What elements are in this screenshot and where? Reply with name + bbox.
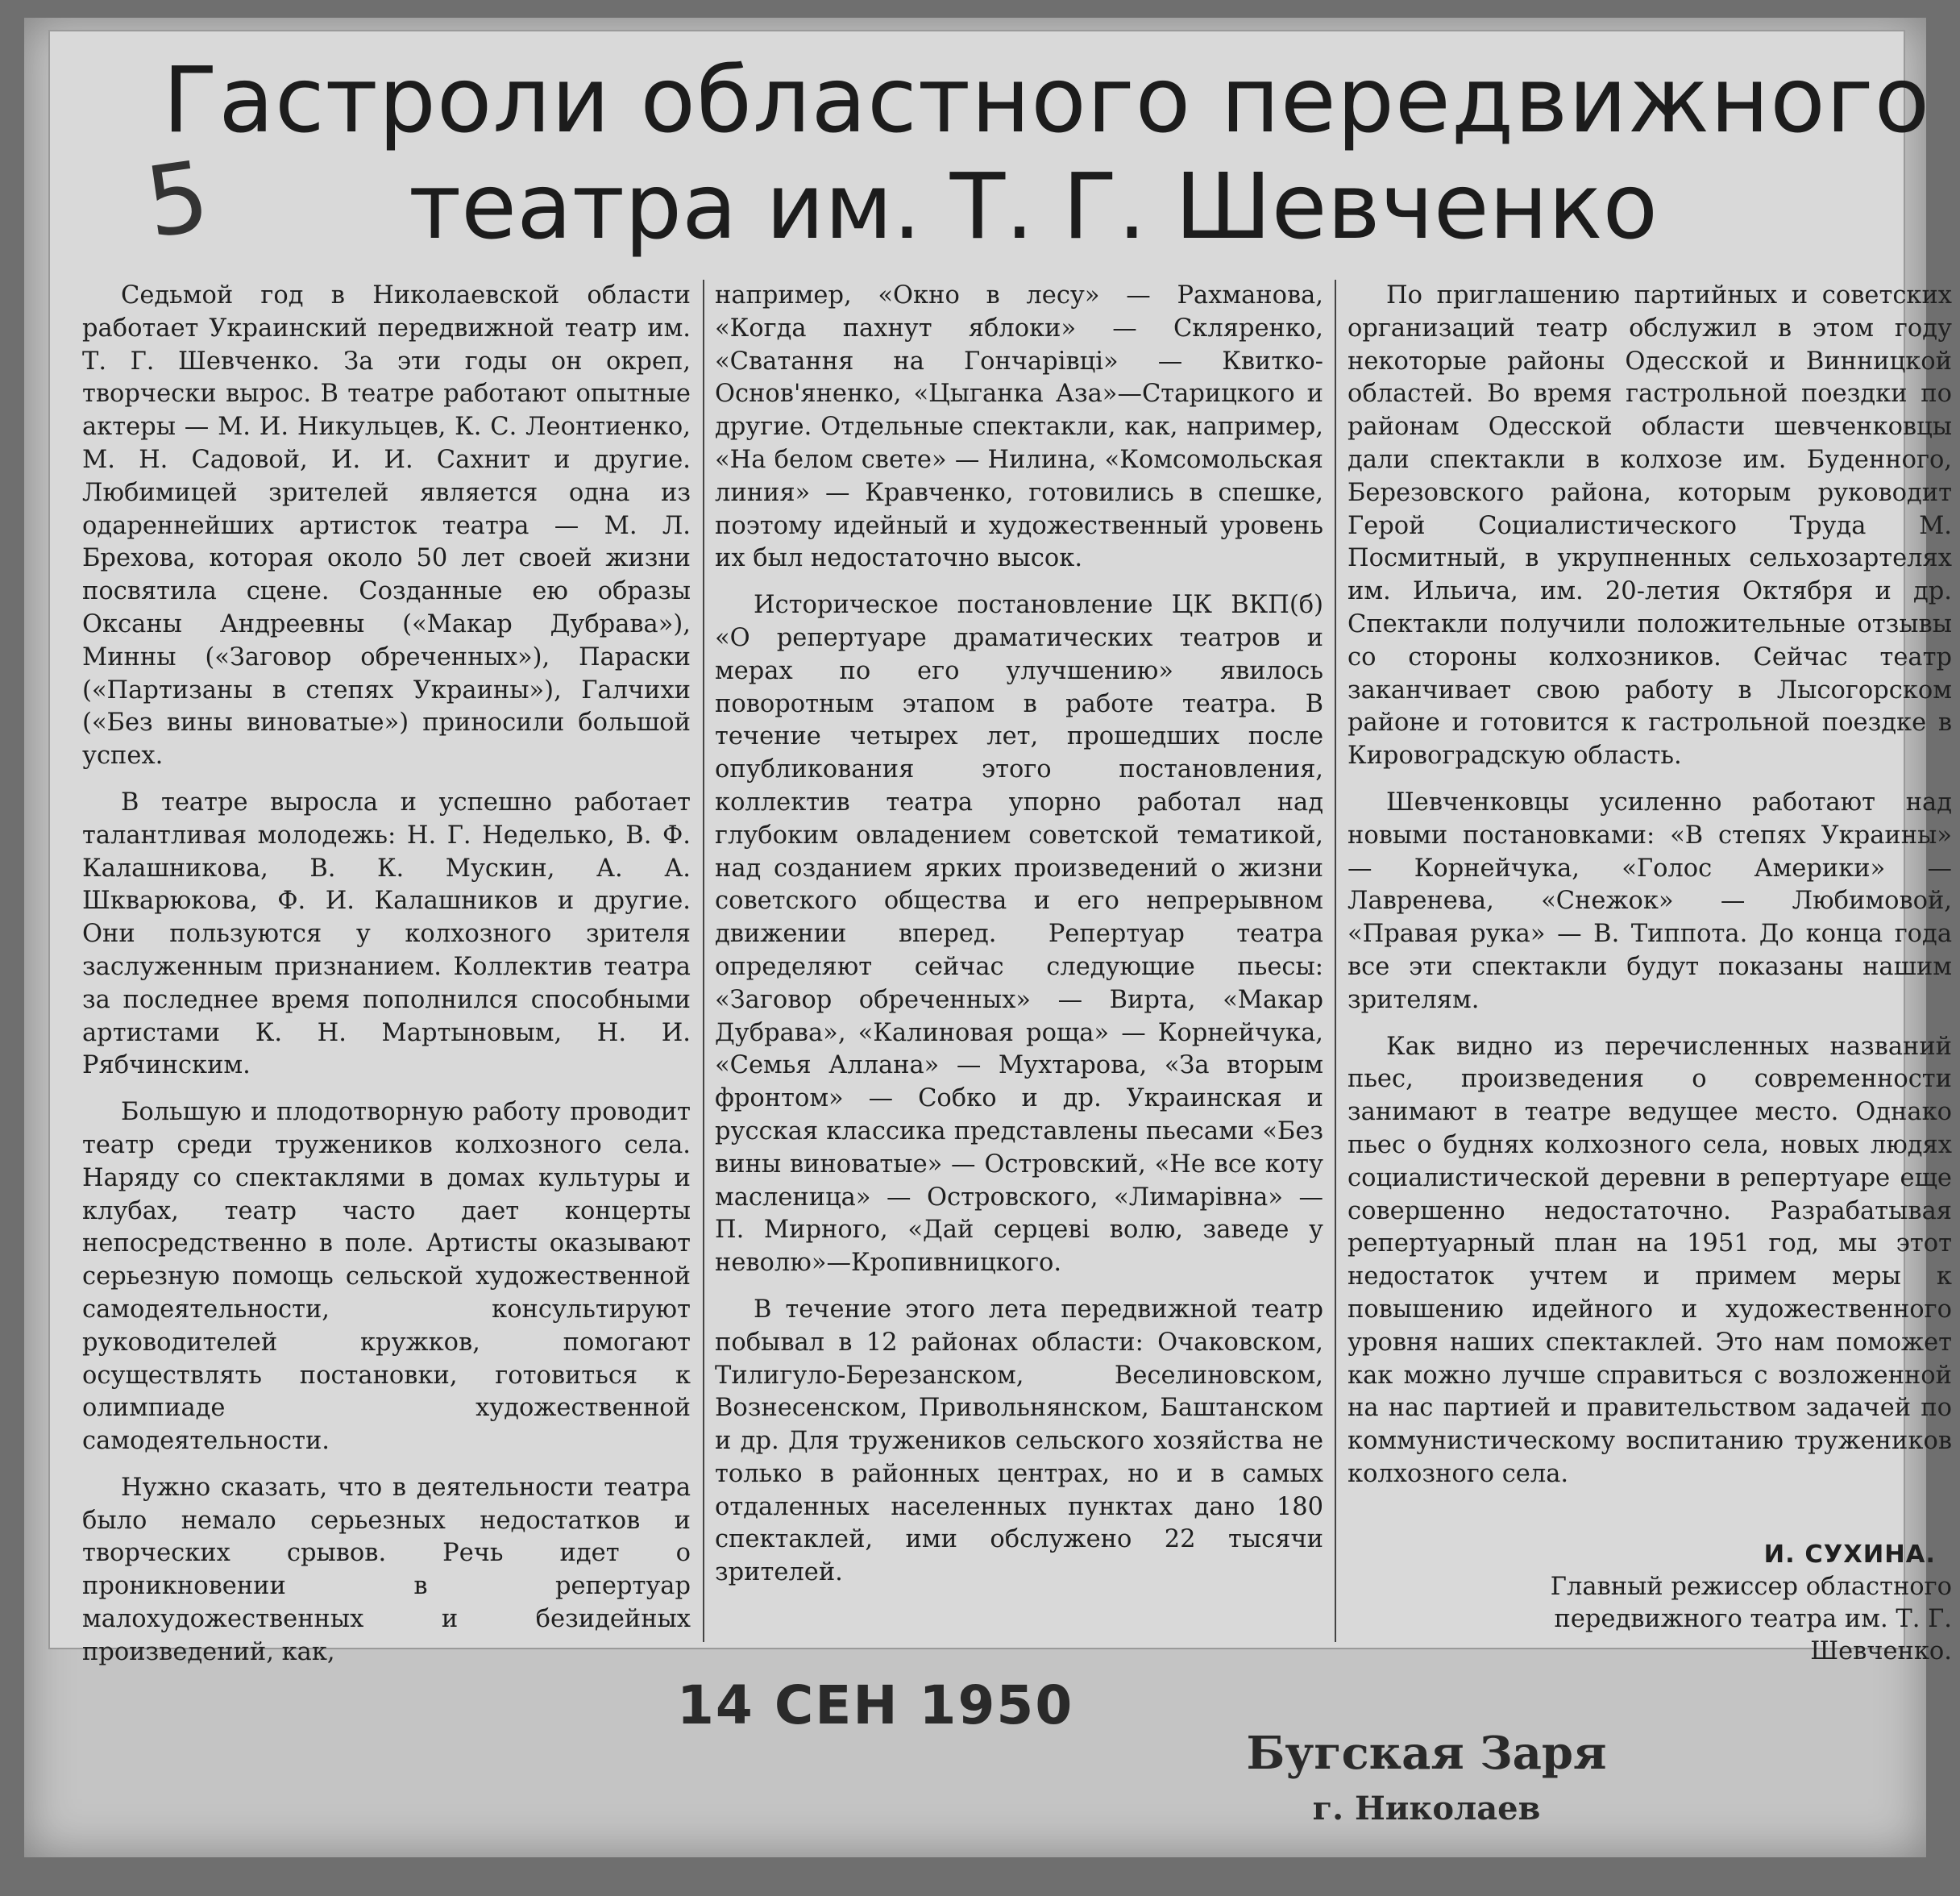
column-2 bbox=[715, 280, 1323, 1603]
author-name: И. СУХИНА. bbox=[1763, 1540, 1936, 1569]
paragraph: Большую и плодотворную работу проводит театр среди тружеников колхозного села. Наряду со спектаклями в домах культуры и клубах, театр часто дает концерты непосредственно в поле. Артисты оказывают серьезную помощь сельской художественной самодеятельности, консультируют руководителей кружков, помогают осуществлять постановки, готовиться к олимпиаде художественной самодеятельности. bbox=[82, 1098, 691, 1456]
article-headline bbox=[163, 48, 1931, 260]
column-1 bbox=[82, 280, 691, 1683]
newspaper-clipping bbox=[48, 30, 1952, 1666]
column-divider bbox=[703, 280, 704, 1642]
paragraph: По приглашению партийных и советских организаций театр обслужил в этом году некоторые районы Одесской и Винницкой областей. Во время гастрольной поездки по районам Одесской области шевченковцы дали спектакли в колхозе им. Буденного, Березовского района, которым руководит Герой Социалистического Труда М. Посмитный, в укрупненных сельхозартелях им. Ильича, им. 20-летия Октября и др. Спектакли получили положительные отзывы со стороны колхозников. Сейчас театр заканчивает свою работу в Лысогорском районе и готовится к гастрольной поездке в Кировоградскую область. bbox=[1348, 281, 1952, 771]
paragraph: Нужно сказать, что в деятельности театра было немало серьезных недостатков и творческих срывов. Речь идет о проникновении в репертуар малохудожественных и безидейных произведений, как, bbox=[82, 1473, 691, 1666]
source-stamp bbox=[1217, 1727, 1636, 1827]
paragraph: Как видно из перечисленных названий пьес, произведения о современности занимают в театре ведущее место. Однако пьес о буднях колхозного села, новых людях социалистической деревни в репертуаре еще совершенно недостаточно. Разрабатывая репертуарный план на 1951 год, мы этот недостаток учтем и примем меры к повышению идейного и художественного уровня наших спектаклей. Это нам поможет как можно лучше справиться с возложенной на нас партией и правительством задачей по коммунистическому воспитанию тружеников колхозного села. bbox=[1348, 1032, 1952, 1488]
paragraph: Историческое постановление ЦК ВКП(б) «О репертуаре драматических театров и мерах по его улучшению» явилось поворотным этапом в работе театра. В течение четырех лет, прошедших после опубликования этого постановления, коллектив театра упорно работал над глубоким овладением советской тематикой, над созданием ярких произведений о жизни советского общества и его непрерывном движении вперед. Репертуар театра определяют сейчас следующие пьесы: «Заговор обреченных» — Вирта, «Макар Дубрава», «Калиновая роща» — Корнейчука, «Семья Аллана» — Мухтарова, «За вторым фронтом» — Собко и др. Украинская и русская классика представлены пьесами «Без вины виноватые» — Островский, «Не все коту масленица» — Островского, «Лимарівна» — П. Мирного, «Дай серцеві волю, заведе у неволю»—Кропивницкого. bbox=[715, 591, 1323, 1278]
paragraph: В театре выросла и успешно работает талантливая молодежь: Н. Г. Неделько, В. Ф. Калашникова, В. К. Мускин, А. А. Шкварюкова, Ф. И. Калашников и другие. Они пользуются у колхозного зрителя заслуженным признанием. Коллектив театра за последнее время пополнился способными артистами К. Н. Мартыновым, Н. И. Рябчинским. bbox=[82, 788, 691, 1080]
handwritten-mark: 5 bbox=[139, 140, 216, 260]
scanned-sheet bbox=[24, 18, 1952, 1857]
headline-line-2: театра им. Т. Г. Шевченко bbox=[408, 155, 1659, 260]
headline-line-1: Гастроли областного передвижного bbox=[163, 48, 1931, 153]
paragraph: например, «Окно в лесу» — Рахманова, «Когда пахнут яблоки» — Скляренко, «Сватання на Гончарівці» — Квитко-Основ'яненко, «Цыганка Аза»—Старицкого и другие. Отдельные спектакли, как, например, «На белом свете» — Нилина, «Комсомольская линия» — Кравченко, готовились в спешке, поэтому идейный и художественный уровень их был недостаточно высок. bbox=[715, 281, 1323, 573]
paragraph: Шевченковцы усиленно работают над новыми постановками: «В степях Украины» — Корнейчука, «Голос Америки» — Лавренева, «Снежок» — Любимовой, «Правая рука» — В. Типпота. До конца года все эти спектакли будут показаны нашим зрителям. bbox=[1348, 788, 1952, 1014]
date-stamp: 14 СЕН 1950 bbox=[677, 1674, 1074, 1736]
paragraph: Седьмой год в Николаевской области работает Украинский передвижной театр им. Т. Г. Шевченко. За эти годы он окреп, творчески вырос. В театре работают опытные актеры — М. И. Никульцев, К. С. Леонтиенко, М. Н. Садовой, И. И. Сахнит и другие. Любимицей зрителей является одна из одареннейших артисток театра — М. Л. Брехова, которая около 50 лет своей жизни посвятила сцене. Созданные ею образы Оксаны Андреевны («Макар Дубрава»), Минны («Заговор обреченных»), Параски («Партизаны в степях Украины»), Галчихи («Без вины виноватые») приносили большой успех. bbox=[82, 281, 691, 771]
source-city: г. Николаев bbox=[1312, 1790, 1541, 1827]
author-position: Главный режиссер областного передвижного театра им. Т. Г. Шевченко. bbox=[1550, 1573, 1952, 1665]
paragraph: В течение этого лета передвижной театр побывал в 12 районах области: Очаковском, Тилигуло-Березанском, Веселиновском, Вознесенском, Привольнянском, Баштанском и др. Для тружеников сельского хозяйства не только в районных центрах, но и в самых отдаленных населенных пунктах дано 180 спектаклей, ими обслужено 22 тысячи зрителей. bbox=[715, 1295, 1323, 1587]
column-divider bbox=[1335, 280, 1336, 1642]
source-newspaper-name: Бугская Заря bbox=[1246, 1727, 1607, 1780]
column-3 bbox=[1348, 280, 1952, 1505]
author-signature bbox=[1348, 1539, 1952, 1668]
